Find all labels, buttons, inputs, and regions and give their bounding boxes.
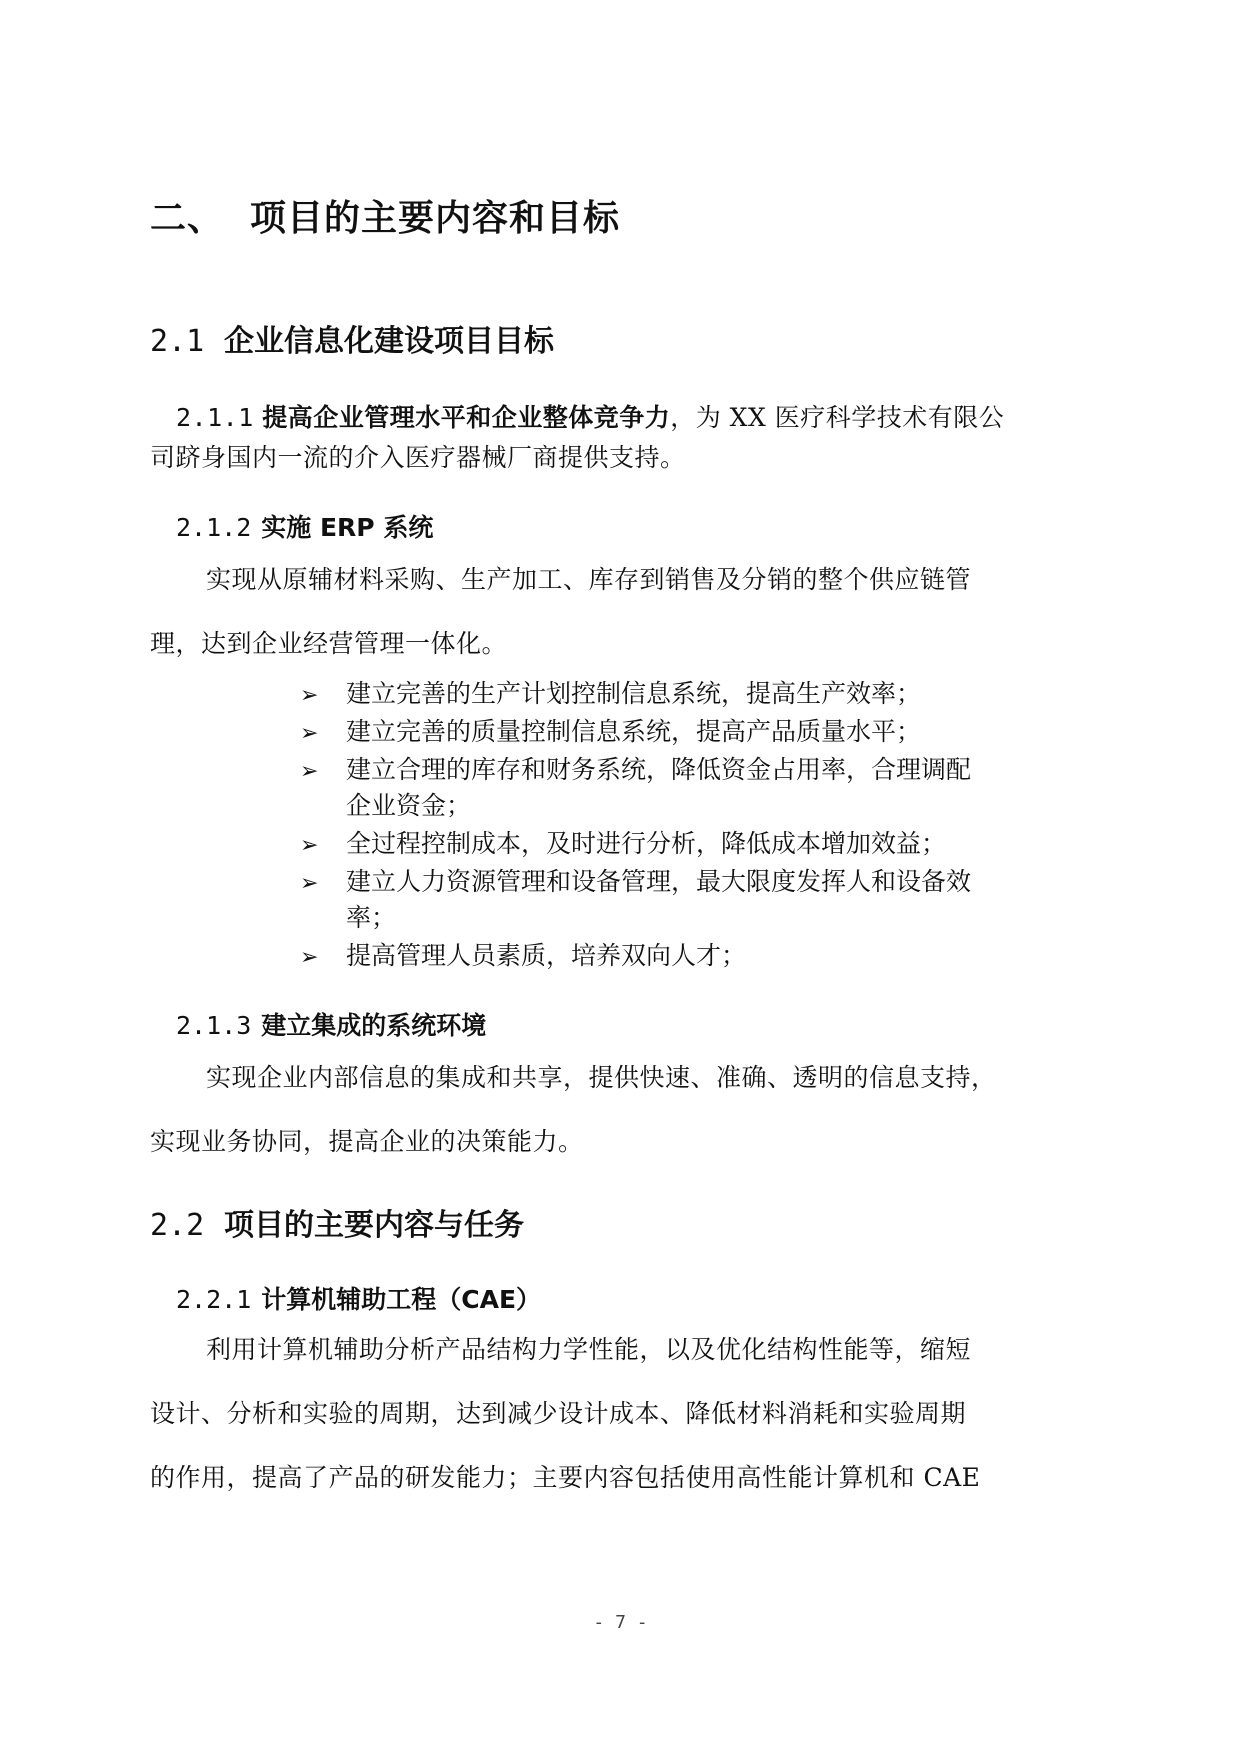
paragraph-text: 实现业务协同，提高企业的决策能力。	[150, 1127, 584, 1156]
list-item-text: 建立完善的生产计划控制信息系统，提高生产效率；	[346, 679, 922, 708]
list-item	[300, 862, 971, 898]
subsection-bold-title: 提高企业管理水平和企业整体竞争力	[262, 403, 671, 432]
paragraph-integration-line1	[206, 1058, 997, 1094]
page-number: - 7 -	[593, 1612, 648, 1633]
section-number: 2.1	[150, 324, 205, 359]
arrow-bullet-icon: ➢	[300, 721, 319, 746]
paragraph-text: 的作用，提高了产品的研发能力；主要内容包括使用高性能计算机和 CAE	[150, 1463, 981, 1492]
list-item-text: 建立人力资源管理和设备管理，最大限度发挥人和设备效	[346, 867, 972, 896]
subsection-title: 建立集成的系统环境	[261, 1011, 487, 1040]
list-item	[300, 936, 746, 972]
subsection-heading-2-1-3	[176, 1006, 486, 1042]
subsection-text-cont: 司跻身国内一流的介入医疗器械厂商提供支持。	[150, 443, 686, 472]
list-item-text: 全过程控制成本，及时进行分析，降低成本增加效益；	[346, 829, 947, 858]
chapter-title: 项目的主要内容和目标	[250, 198, 621, 239]
paragraph-erp-line2	[150, 624, 507, 660]
chapter-heading	[150, 190, 620, 241]
paragraph-integration-line2	[150, 1122, 584, 1158]
subsection-number: 2.1.2	[176, 513, 252, 542]
list-item	[300, 712, 921, 748]
paragraph-text: 实现企业内部信息的集成和共享，提供快速、准确、透明的信息支持，	[206, 1063, 997, 1092]
paragraph-text: 设计、分析和实验的周期，达到减少设计成本、降低材料消耗和实验周期	[150, 1399, 967, 1428]
subsection-title: 计算机辅助工程（CAE）	[261, 1285, 542, 1314]
subsection-2-1-1-line2	[150, 438, 686, 474]
paragraph-cae-line1	[206, 1330, 971, 1366]
list-item-text: 率；	[346, 903, 397, 932]
section-title: 项目的主要内容与任务	[224, 1208, 524, 1243]
subsection-heading-2-1-2	[176, 508, 433, 544]
list-item-continuation	[346, 786, 471, 822]
subsection-number: 2.2.1	[176, 1285, 252, 1314]
subsection-number: 2.1.1	[176, 403, 254, 432]
paragraph-text: 实现从原辅材料采购、生产加工、库存到销售及分销的整个供应链管	[206, 565, 972, 594]
paragraph-cae-line2	[150, 1394, 966, 1430]
arrow-bullet-icon: ➢	[300, 759, 319, 784]
paragraph-text: 理，达到企业经营管理一体化。	[150, 629, 508, 658]
list-item-text: 建立合理的库存和财务系统，降低资金占用率，合理调配	[346, 755, 972, 784]
paragraph-text: 利用计算机辅助分析产品结构力学性能，以及优化结构性能等，缩短	[206, 1335, 972, 1364]
section-number: 2.2	[150, 1208, 205, 1243]
subsection-number: 2.1.3	[176, 1011, 252, 1040]
chapter-number: 二、	[150, 198, 225, 239]
list-item-text: 企业资金；	[346, 791, 472, 820]
arrow-bullet-icon: ➢	[300, 683, 319, 708]
arrow-bullet-icon: ➢	[300, 833, 319, 858]
section-title: 企业信息化建设项目目标	[224, 324, 554, 359]
subsection-text: ，为 XX 医疗科学技术有限公	[670, 403, 1005, 432]
section-heading-2-1	[150, 316, 554, 360]
list-item	[300, 674, 921, 710]
list-item	[300, 750, 971, 786]
list-item-text: 建立完善的质量控制信息系统，提高产品质量水平；	[346, 717, 922, 746]
list-item-continuation	[346, 898, 396, 934]
paragraph-erp-line1	[206, 560, 971, 596]
section-heading-2-2	[150, 1200, 524, 1244]
list-item-text: 提高管理人员素质，培养双向人才；	[346, 941, 747, 970]
arrow-bullet-icon: ➢	[300, 945, 319, 970]
list-item	[300, 824, 946, 860]
subsection-title: 实施 ERP 系统	[261, 513, 434, 542]
subsection-2-1-1-line1	[176, 398, 1004, 434]
paragraph-cae-line3	[150, 1458, 980, 1494]
arrow-bullet-icon: ➢	[300, 871, 319, 896]
subsection-heading-2-2-1	[176, 1280, 541, 1316]
